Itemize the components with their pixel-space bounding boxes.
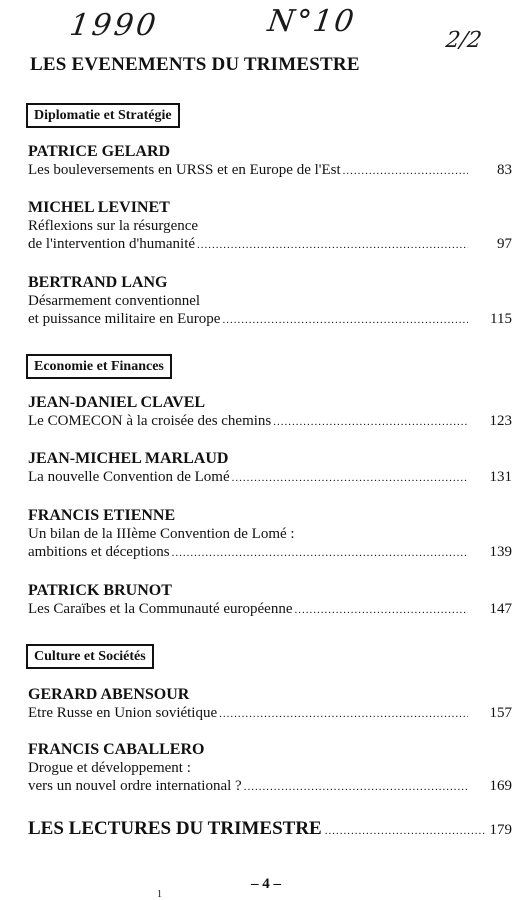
entry-author: BERTRAND LANG bbox=[28, 274, 168, 291]
dot-leader bbox=[273, 413, 468, 431]
entry-title-row bbox=[28, 412, 512, 431]
dot-leader bbox=[222, 311, 468, 329]
entry-title: vers un nouvel ordre international ? bbox=[28, 778, 242, 794]
entry-title: Un bilan de la IIIème Convention de Lomé : bbox=[28, 526, 295, 542]
toc-entry bbox=[28, 198, 512, 254]
dot-leader bbox=[244, 778, 468, 796]
dot-leader bbox=[325, 825, 486, 837]
entry-author: FRANCIS ETIENNE bbox=[28, 507, 176, 524]
entry-title: Etre Russe en Union soviétique bbox=[28, 705, 218, 721]
section-heading: Culture et Sociétés bbox=[26, 644, 154, 669]
entry-title: ambitions et déceptions bbox=[28, 544, 170, 560]
handwritten-year: 1990 bbox=[67, 8, 161, 43]
lectures-title: LES LECTURES DU TRIMESTRE bbox=[28, 818, 322, 839]
entry-title-row bbox=[28, 777, 512, 796]
entry-title: Les bouleversements en URSS et en Europe de l'Est bbox=[28, 162, 341, 178]
entry-title: Le COMECON à la croisée des chemins bbox=[28, 413, 272, 429]
handwritten-issue-number: N°10 bbox=[265, 4, 358, 39]
toc-entry bbox=[28, 581, 512, 619]
entry-title: Les Caraïbes et la Communauté européenne bbox=[28, 601, 293, 617]
entry-title-row bbox=[28, 600, 512, 619]
entry-page-number: 139 bbox=[489, 544, 512, 560]
toc-entry bbox=[28, 449, 512, 487]
entry-title-row bbox=[28, 310, 512, 329]
entry-page-number: 157 bbox=[489, 705, 512, 721]
entry-title: Désarmement conventionnel bbox=[28, 293, 201, 309]
entry-page-number: 123 bbox=[489, 413, 512, 429]
entry-author: PATRICK BRUNOT bbox=[28, 582, 172, 599]
toc-entry bbox=[28, 740, 512, 796]
toc-entry bbox=[28, 685, 512, 723]
entry-title: La nouvelle Convention de Lomé bbox=[28, 469, 230, 485]
entry-page-number: 83 bbox=[497, 162, 512, 178]
entry-title-row bbox=[28, 468, 512, 487]
lectures-entry bbox=[28, 818, 512, 840]
handwritten-fraction: 2/2 bbox=[444, 28, 484, 53]
entry-author: FRANCIS CABALLERO bbox=[28, 741, 205, 758]
entry-page-number: 169 bbox=[489, 778, 512, 794]
entry-title-row bbox=[28, 161, 512, 180]
entry-page-number: 147 bbox=[489, 601, 512, 617]
lectures-page-number: 179 bbox=[489, 822, 512, 838]
entry-title: Réflexions sur la résurgence bbox=[28, 218, 199, 234]
entry-title-row bbox=[28, 235, 512, 254]
dot-leader bbox=[197, 236, 468, 254]
dot-leader bbox=[343, 162, 468, 180]
toc-entry bbox=[28, 273, 512, 329]
entry-author: JEAN-MICHEL MARLAUD bbox=[28, 450, 229, 467]
page-title: LES EVENEMENTS DU TRIMESTRE bbox=[30, 54, 360, 75]
entry-author: MICHEL LEVINET bbox=[28, 199, 170, 216]
entry-title-row bbox=[28, 704, 512, 723]
section-heading: Diplomatie et Stratégie bbox=[26, 103, 180, 128]
entry-page-number: 97 bbox=[497, 236, 512, 252]
stray-mark: 1 bbox=[157, 889, 162, 900]
entry-author: GERARD ABENSOUR bbox=[28, 686, 190, 703]
toc-entry bbox=[28, 142, 512, 180]
entry-title-row bbox=[28, 543, 512, 562]
dot-leader bbox=[232, 469, 468, 487]
entry-title: Drogue et développement : bbox=[28, 760, 191, 776]
entry-title: de l'intervention d'humanité bbox=[28, 236, 196, 252]
entry-page-number: 131 bbox=[489, 469, 512, 485]
toc-entry bbox=[28, 506, 512, 562]
dot-leader bbox=[295, 601, 469, 619]
entry-page-number: 115 bbox=[490, 311, 512, 327]
toc-entry bbox=[28, 393, 512, 431]
section-heading: Economie et Finances bbox=[26, 354, 172, 379]
entry-author: PATRICE GELARD bbox=[28, 143, 171, 160]
entry-author: JEAN-DANIEL CLAVEL bbox=[28, 394, 206, 411]
dot-leader bbox=[172, 544, 468, 562]
dot-leader bbox=[219, 705, 468, 723]
entry-title: et puissance militaire en Europe bbox=[28, 311, 221, 327]
page-number: – 4 – bbox=[251, 876, 281, 892]
